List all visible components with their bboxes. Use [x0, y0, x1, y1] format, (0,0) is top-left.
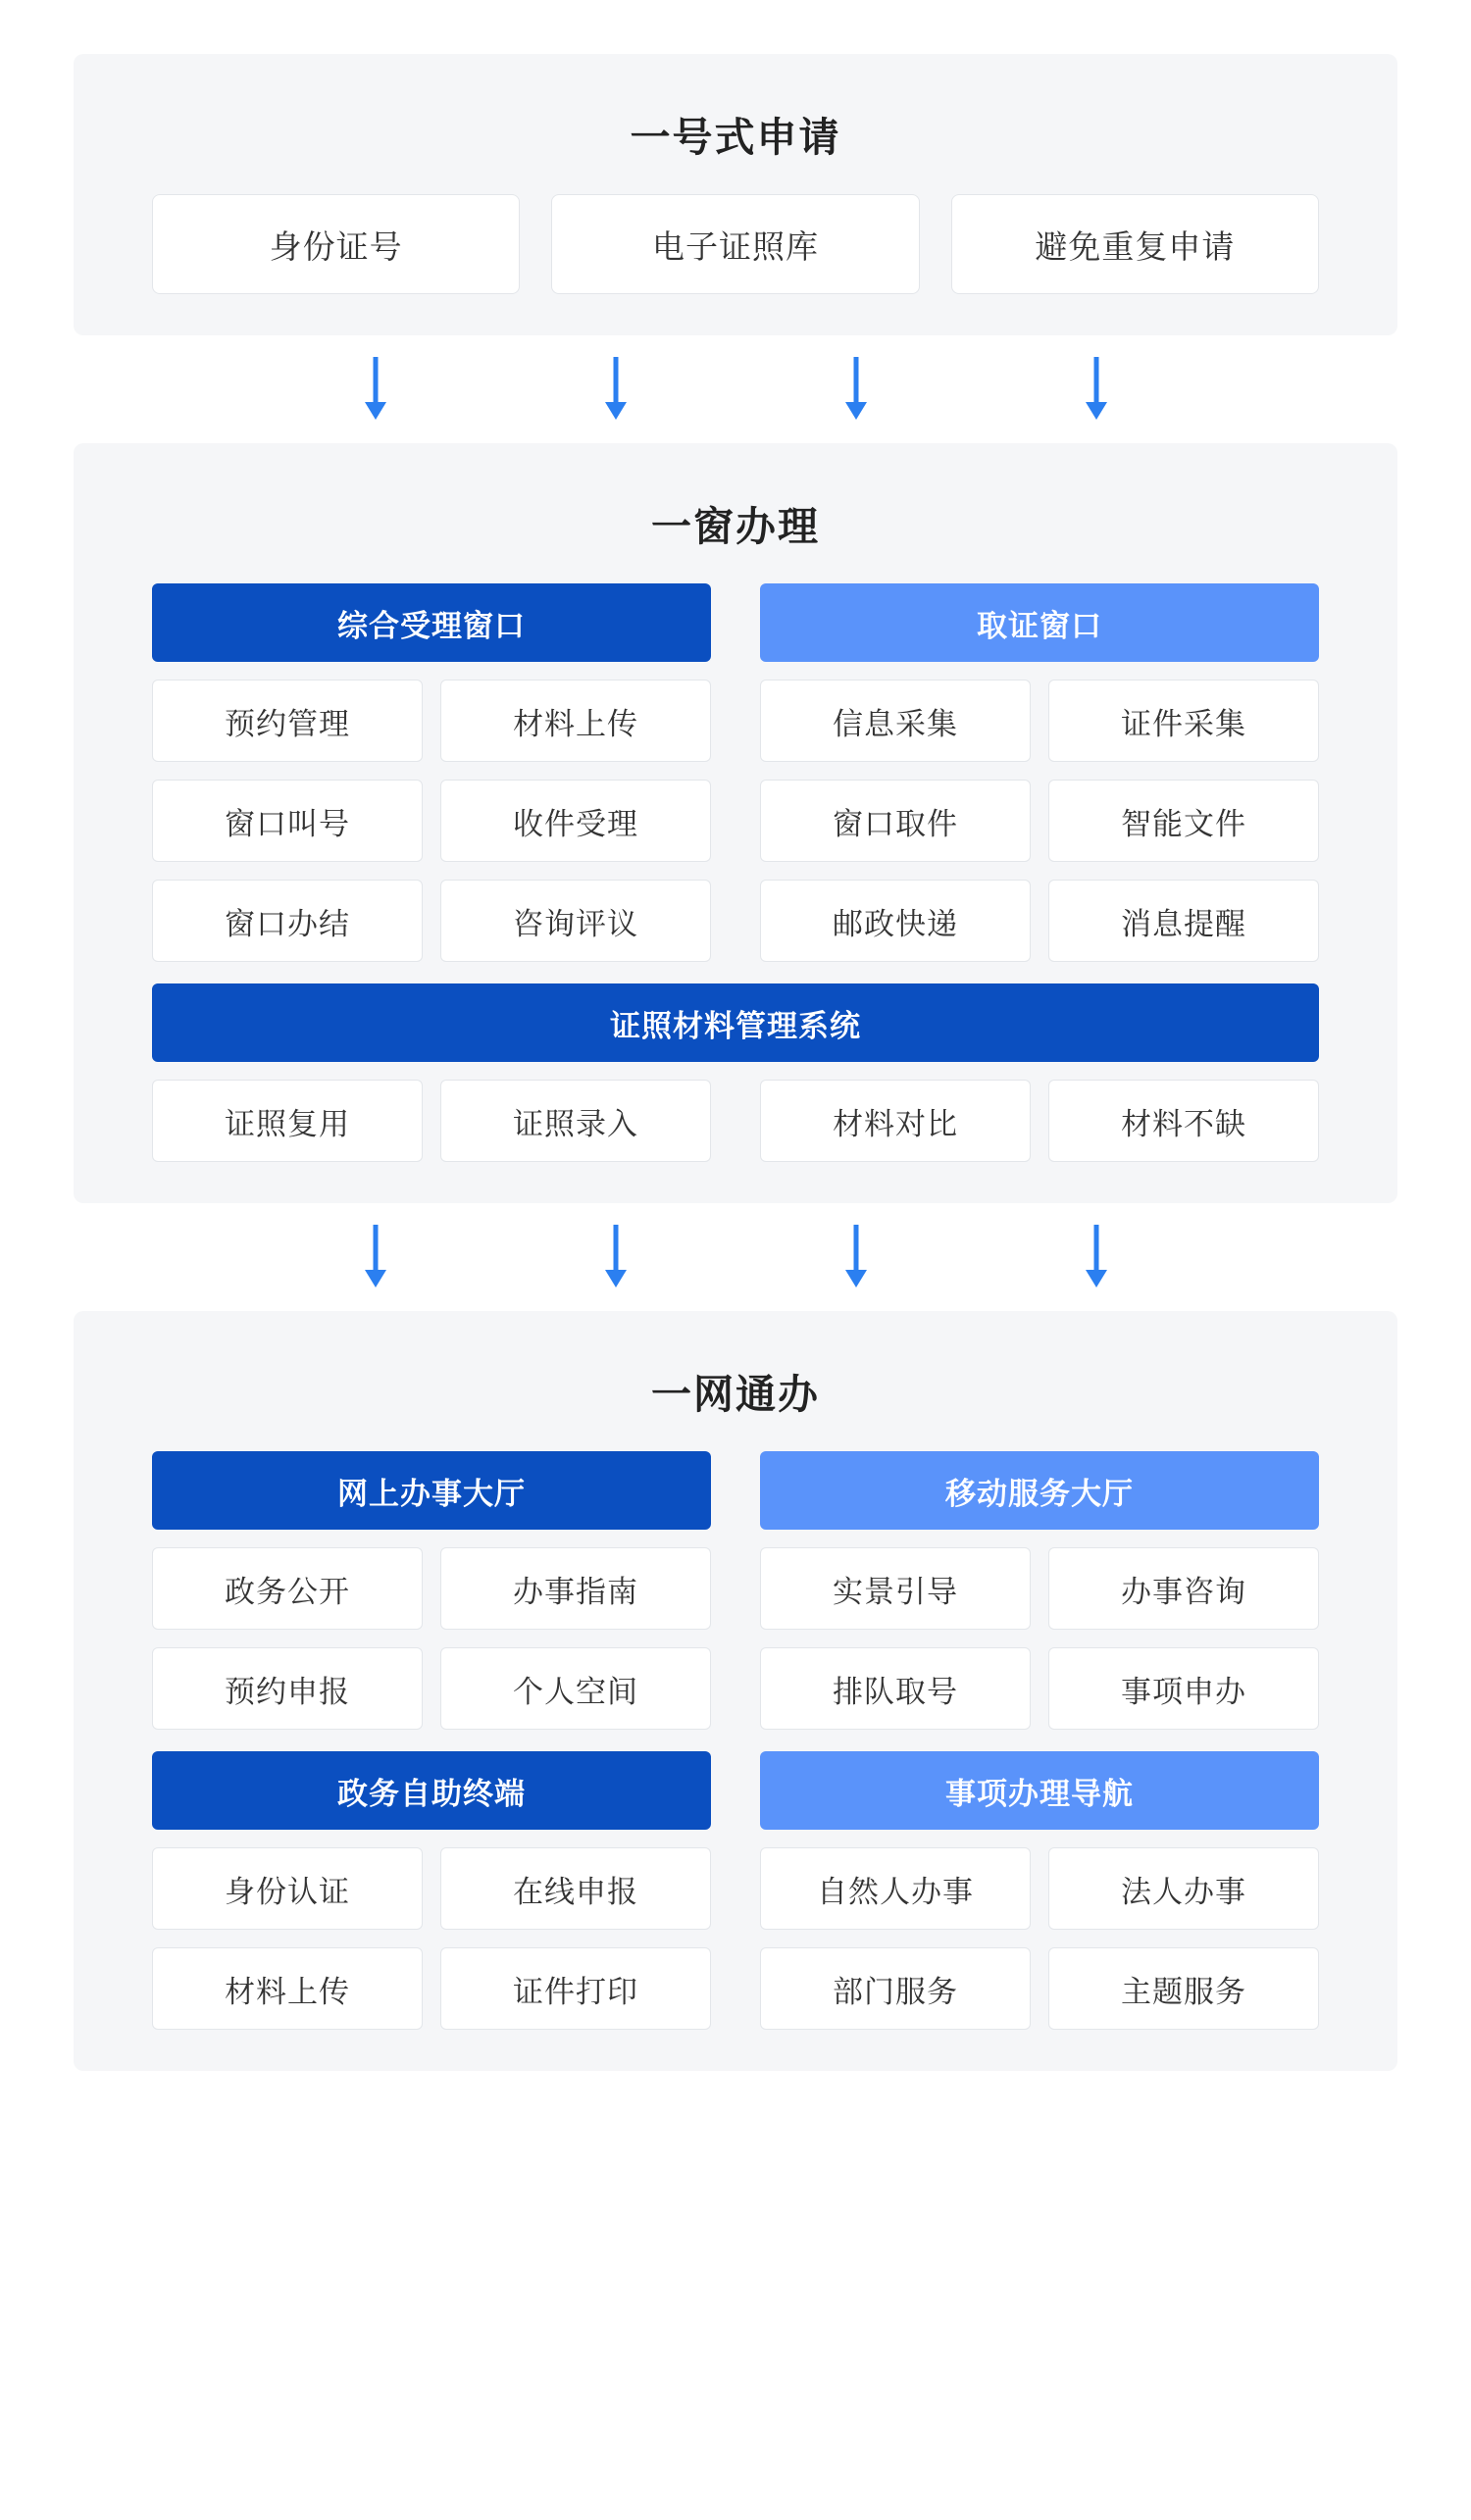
arrow-down-icon — [1083, 1225, 1110, 1289]
cell-certificate-collection[interactable]: 证件采集 — [1048, 680, 1319, 762]
top-chip-row — [152, 194, 1319, 294]
section-title-top: 一号式申请 — [630, 115, 841, 160]
band-gap — [729, 780, 742, 862]
cell-certificate-printing[interactable]: 证件打印 — [440, 1947, 711, 2030]
arrow-row-top — [74, 335, 1397, 443]
arrow-slot-3 — [736, 1225, 976, 1289]
cell-real-scene-guidance[interactable]: 实景引导 — [760, 1547, 1031, 1630]
middle-row-3 — [152, 880, 1319, 962]
arrow-down-icon — [842, 1225, 870, 1289]
middle-header-band — [152, 583, 1319, 662]
chip-license-database[interactable]: 电子证照库 — [551, 194, 919, 294]
cell-information-collection[interactable]: 信息采集 — [760, 680, 1031, 762]
cell-service-consultation[interactable]: 办事咨询 — [1048, 1547, 1319, 1630]
band-gap — [729, 1947, 742, 2030]
cell-online-declaration[interactable]: 在线申报 — [440, 1847, 711, 1930]
cell-window-calling[interactable]: 窗口叫号 — [152, 780, 423, 862]
cell-government-affairs-disclosure[interactable]: 政务公开 — [152, 1547, 423, 1630]
header-self-service-terminal[interactable]: 政务自助终端 — [152, 1751, 711, 1830]
arrow-slot-1 — [255, 357, 495, 422]
cell-consultation-review[interactable]: 咨询评议 — [440, 880, 711, 962]
cell-license-reuse[interactable]: 证照复用 — [152, 1080, 423, 1162]
cell-appointment-declaration[interactable]: 预约申报 — [152, 1647, 423, 1730]
band-gap — [729, 1847, 742, 1930]
arrow-down-icon — [1083, 357, 1110, 422]
section-one-network-service — [74, 1311, 1397, 2071]
cell-department-service[interactable]: 部门服务 — [760, 1947, 1031, 2030]
arrow-slot-4 — [976, 1225, 1216, 1289]
arrow-down-icon — [842, 357, 870, 422]
middle-row-1 — [152, 680, 1319, 762]
arrow-down-icon — [362, 357, 389, 422]
band-gap — [729, 583, 742, 662]
middle-sub-row-1 — [152, 1080, 1319, 1162]
arrow-slot-2 — [495, 357, 736, 422]
cell-material-comparison[interactable]: 材料对比 — [760, 1080, 1031, 1162]
cell-identity-authentication[interactable]: 身份认证 — [152, 1847, 423, 1930]
cell-natural-person-service[interactable]: 自然人办事 — [760, 1847, 1031, 1930]
cell-personal-space[interactable]: 个人空间 — [440, 1647, 711, 1730]
bottom-row-2 — [152, 1647, 1319, 1730]
middle-sub-header-band — [152, 983, 1319, 1062]
header-mobile-service-hall[interactable]: 移动服务大厅 — [760, 1451, 1319, 1530]
band-gap — [729, 1751, 742, 1830]
band-gap — [729, 880, 742, 962]
arrow-slot-4 — [976, 357, 1216, 422]
section-one-id-application — [74, 54, 1397, 335]
cell-appointment-management[interactable]: 预约管理 — [152, 680, 423, 762]
section-title-bottom: 一网通办 — [651, 1372, 820, 1417]
arrow-slot-2 — [495, 1225, 736, 1289]
cell-smart-document[interactable]: 智能文件 — [1048, 780, 1319, 862]
header-comprehensive-acceptance-window[interactable]: 综合受理窗口 — [152, 583, 711, 662]
bottom-row-4 — [152, 1947, 1319, 2030]
middle-row-2 — [152, 780, 1319, 862]
bottom-header-band-2 — [152, 1751, 1319, 1830]
cell-postal-express[interactable]: 邮政快递 — [760, 880, 1031, 962]
cell-window-pickup[interactable]: 窗口取件 — [760, 780, 1031, 862]
chip-avoid-duplicate[interactable]: 避免重复申请 — [951, 194, 1319, 294]
cell-queue-number[interactable]: 排队取号 — [760, 1647, 1031, 1730]
section-title-middle: 一窗办理 — [651, 504, 820, 549]
arrow-down-icon — [602, 1225, 630, 1289]
cell-material-complete[interactable]: 材料不缺 — [1048, 1080, 1319, 1162]
cell-receive-acceptance[interactable]: 收件受理 — [440, 780, 711, 862]
arrow-slot-3 — [736, 357, 976, 422]
header-license-material-management-system[interactable]: 证照材料管理系统 — [152, 983, 1319, 1062]
arrow-slot-1 — [255, 1225, 495, 1289]
band-gap — [729, 1451, 742, 1530]
cell-service-guide[interactable]: 办事指南 — [440, 1547, 711, 1630]
cell-matter-application[interactable]: 事项申办 — [1048, 1647, 1319, 1730]
cell-legal-person-service[interactable]: 法人办事 — [1048, 1847, 1319, 1930]
arrow-row-bottom — [74, 1203, 1397, 1311]
bottom-header-band-1 — [152, 1451, 1319, 1530]
cell-window-completion[interactable]: 窗口办结 — [152, 880, 423, 962]
arrow-down-icon — [362, 1225, 389, 1289]
header-online-service-hall[interactable]: 网上办事大厅 — [152, 1451, 711, 1530]
cell-material-upload-terminal[interactable]: 材料上传 — [152, 1947, 423, 2030]
band-gap — [729, 1080, 742, 1162]
header-matter-navigation[interactable]: 事项办理导航 — [760, 1751, 1319, 1830]
band-gap — [729, 680, 742, 762]
chip-id-number[interactable]: 身份证号 — [152, 194, 520, 294]
cell-theme-service[interactable]: 主题服务 — [1048, 1947, 1319, 2030]
cell-message-reminder[interactable]: 消息提醒 — [1048, 880, 1319, 962]
band-gap — [729, 1547, 742, 1630]
cell-license-entry[interactable]: 证照录入 — [440, 1080, 711, 1162]
section-one-window-processing — [74, 443, 1397, 1203]
cell-material-upload[interactable]: 材料上传 — [440, 680, 711, 762]
header-certificate-pickup-window[interactable]: 取证窗口 — [760, 583, 1319, 662]
bottom-row-3 — [152, 1847, 1319, 1930]
arrow-down-icon — [602, 357, 630, 422]
band-gap — [729, 1647, 742, 1730]
bottom-row-1 — [152, 1547, 1319, 1630]
